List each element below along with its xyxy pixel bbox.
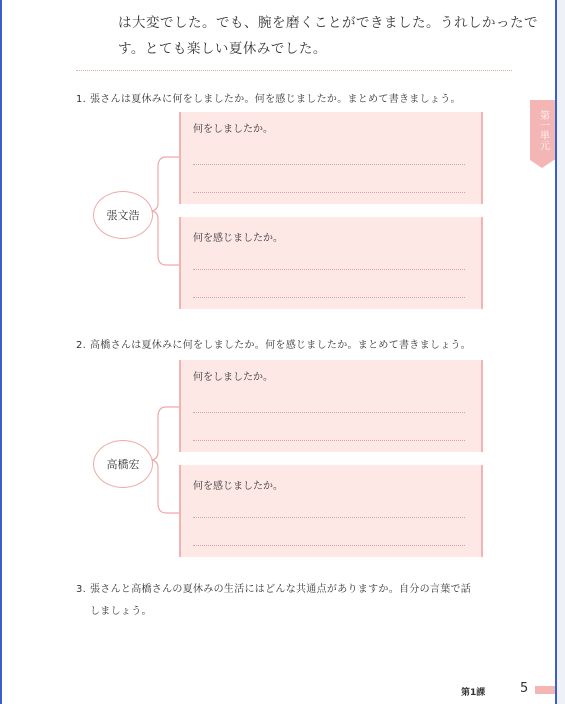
name-circle-takahashi <box>93 440 153 488</box>
question-2-text: 高橋さんは夏休みに何をしましたか。何を感じましたか。まとめて書きましょう。 <box>90 340 472 351</box>
unit-tab <box>530 100 555 160</box>
answer-line <box>193 545 465 546</box>
name-circle-zhang <box>93 191 153 239</box>
question-3-text-line2: しましょう。 <box>90 606 152 617</box>
answer-line <box>193 517 465 518</box>
unit-tab-label: 第一単元 <box>537 110 549 150</box>
question-2-brace <box>150 405 182 515</box>
question-3-text-line1: 張さんと高橋さんの夏休みの生活にはどんな共通点がありますか。自分の言葉で話 <box>90 584 472 595</box>
answer-box-did-2[interactable] <box>179 360 483 452</box>
question-1 <box>76 90 461 105</box>
question-2 <box>76 336 471 351</box>
question-1-brace <box>150 155 182 267</box>
answer-line <box>193 440 465 441</box>
page-margin <box>557 0 565 704</box>
box-label-felt-2: 何を感じましたか。 <box>193 481 283 492</box>
question-1-text: 張さんは夏休みに何をしましたか。何を感じましたか。まとめて書きましょう。 <box>90 94 461 105</box>
answer-line <box>193 164 465 165</box>
question-2-number: 2. <box>76 340 87 351</box>
answer-line <box>193 412 465 413</box>
question-3 <box>76 579 516 623</box>
answer-line <box>193 192 465 193</box>
answer-line <box>193 297 465 298</box>
answer-box-did-1[interactable] <box>179 112 483 204</box>
name-label-takahashi: 高橋宏 <box>106 458 140 471</box>
answer-line <box>193 269 465 270</box>
intro-line-2: す。とても楽しい夏休みでした。 <box>118 41 327 57</box>
answer-box-felt-1[interactable] <box>179 217 483 309</box>
answer-box-felt-2[interactable] <box>179 465 483 557</box>
question-1-number: 1. <box>76 94 87 105</box>
page-frame-left <box>0 0 2 704</box>
page-number: 5 <box>520 681 529 696</box>
box-label-did-1: 何をしましたか。 <box>193 124 273 135</box>
name-label-zhang: 張文浩 <box>106 209 140 222</box>
box-label-felt-1: 何を感じましたか。 <box>193 233 283 244</box>
intro-paragraph <box>118 10 538 62</box>
footer-accent-bar <box>535 686 555 694</box>
section-divider <box>76 70 512 71</box>
intro-line-1: は大変でした。でも、腕を磨くことができました。うれしかったで <box>118 15 538 31</box>
box-label-did-2: 何をしましたか。 <box>193 372 273 383</box>
lesson-label: 第1課 <box>461 688 486 698</box>
question-3-number: 3. <box>76 584 87 595</box>
